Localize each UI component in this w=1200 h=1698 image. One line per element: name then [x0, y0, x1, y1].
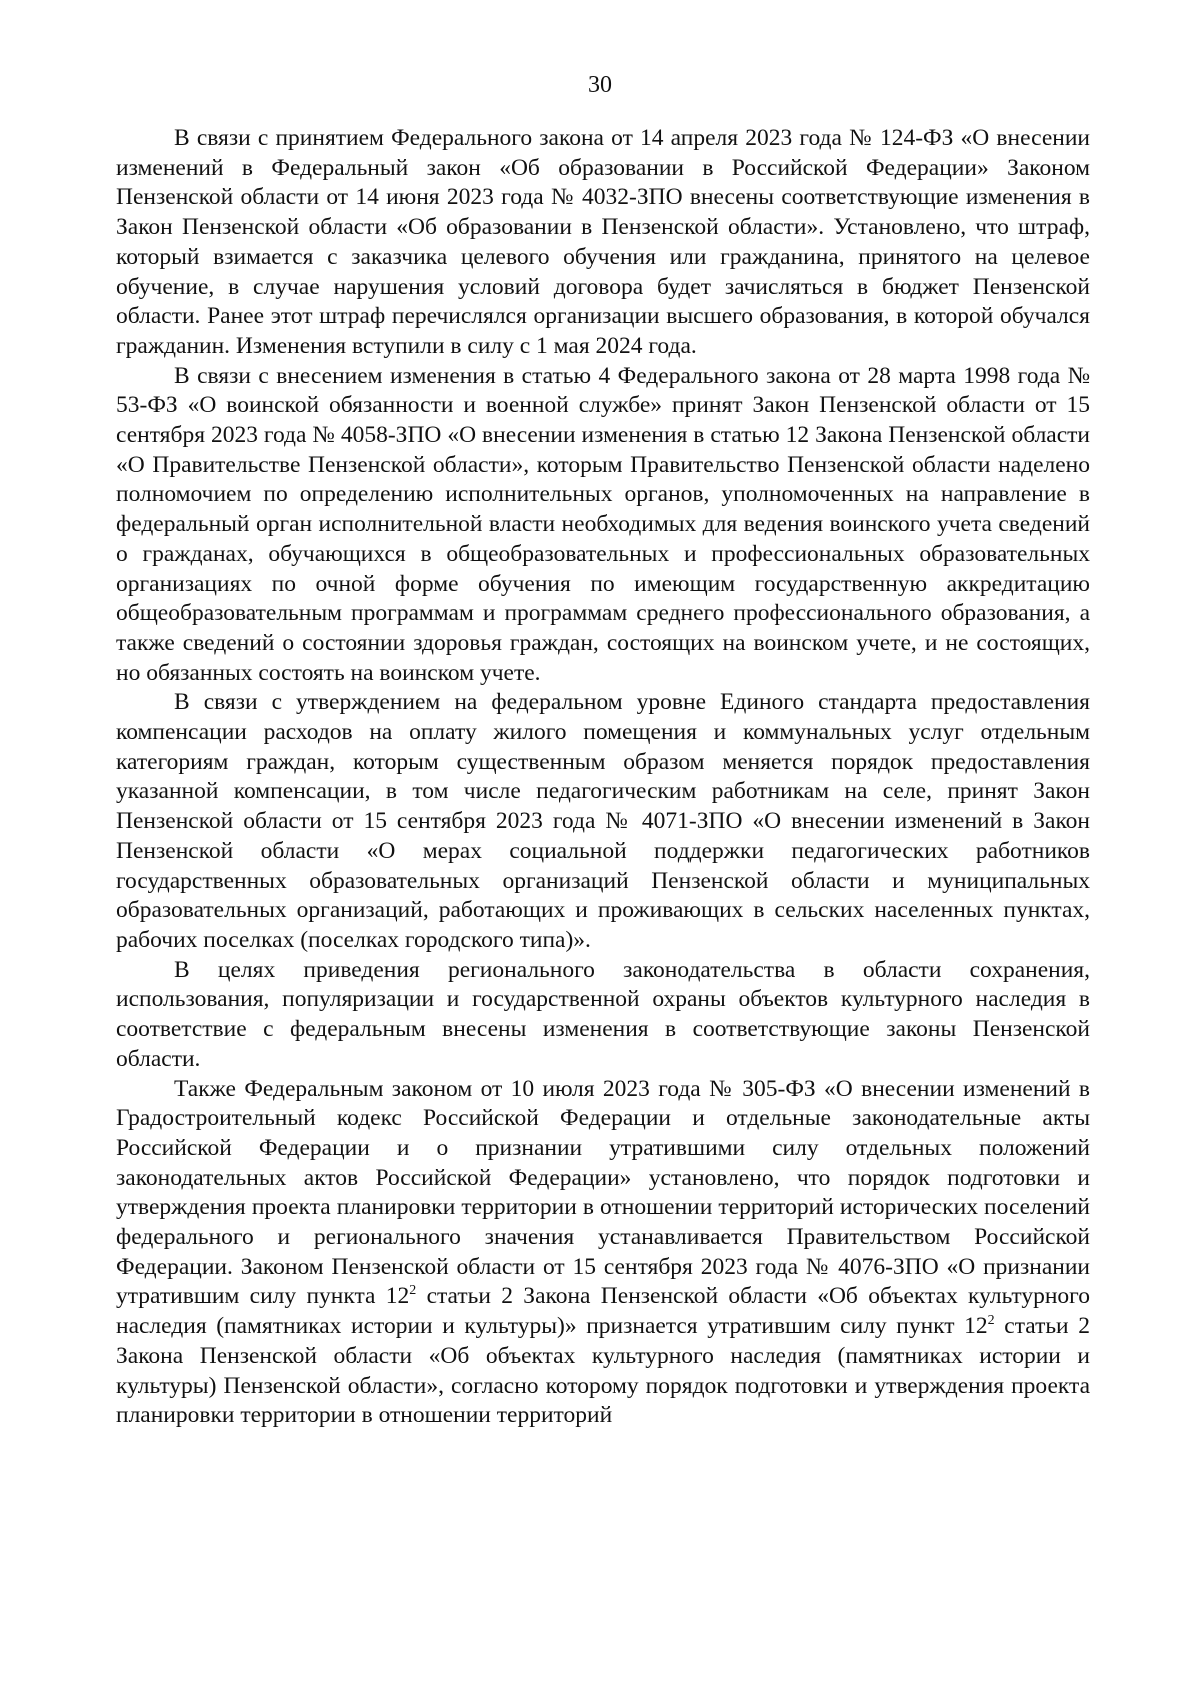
document-body [116, 124, 1090, 1431]
paragraph-military-service-law: В связи с внесением изменения в статью 4 Федерального закона от 28 марта 1998 года № 53-ФЗ «О воинской обязанности и военной службе» принят Закон Пензенской области от 15 сентября 2023 года № 4058-ЗПО «О внесении изменения в статью 12 Закона Пензенской области «О Правительстве Пензенской области», которым Правительство Пензенской области наделено полномочием по определению исполнительных органов, уполномоченных на направление в федеральный орган исполнительной власти необходимых для ведения воинского учета сведений о гражданах, обучающихся в общеобразовательных и профессиональных образовательных организациях по очной форме обучения по имеющим государственную аккредитацию общеобразовательным программам и программам среднего профессионального образования, а также сведений о состоянии здоровья граждан, состоящих на воинском учете, и не состоящих, но обязанных состоять на воинском учете. [116, 362, 1090, 686]
superscript-footnote-2: 2 [987, 1313, 995, 1329]
superscript-footnote-1: 2 [409, 1283, 417, 1299]
paragraph-urban-planning-law [116, 1075, 1090, 1431]
paragraph-education-law: В связи с принятием Федерального закона от 14 апреля 2023 года № 124-ФЗ «О внесении изменений в Федеральный закон «Об образовании в Российской Федерации» Законом Пензенской области от 14 июня 2023 года № 4032-ЗПО внесены соответствующие изменения в Закон Пензенской области «Об образовании в Пензенской области». Установлено, что штраф, который взимается с заказчика целевого обучения или гражданина, принятого на целевое обучение, в случае нарушения условий договора будет зачисляться в бюджет Пензенской области. Ранее этот штраф перечислялся организации высшего образования, в которой обучался гражданин. Изменения вступили в силу с 1 мая 2024 года. [116, 125, 1090, 359]
paragraph-urban-planning-part1: Также Федеральным законом от 10 июля 2023 года № 305-ФЗ «О внесении изменений в Градостроительный кодекс Российской Федерации и отдельные законодательные акты Российской Федерации и о признании утратившими силу отдельных положений законодательных актов Российской Федерации» установлено, что порядок подготовки и утверждения проекта планировки территории в отношении территорий исторических поселений федерального и регионального значения устанавливается Правительством Российской Федерации. Законом Пензенской области от 15 сентября 2023 года № 4076-ЗПО «О признании утратившим силу пункта 12 [116, 1075, 1090, 1310]
page-number: 30 [588, 72, 612, 98]
paragraph-urban-planning-part3: статьи 2 Закона Пензенской области «Об объектах культурного наследия (памятниках истории и культуры) Пензенской области», согласно которому порядок подготовки и утверждения проекта планировки территории в отношении территорий [116, 1313, 1090, 1429]
paragraph-cultural-heritage-law: В целях приведения регионального законодательства в области сохранения, использования, популяризации и государственной охраны объектов культурного наследия в соответствие с федеральным внесены изменения в соответствующие законы Пензенской области. [116, 956, 1090, 1072]
paragraph-urban-planning-part2: статьи 2 Закона Пензенской области «Об объектах культурного наследия (памятниках истории и культуры)» признается утратившим силу пункт 12 [116, 1283, 1090, 1340]
paragraph-social-support-law: В связи с утверждением на федеральном уровне Единого стандарта предоставления компенсации расходов на оплату жилого помещения и коммунальных услуг отдельным категориям граждан, которым существенным образом меняется порядок предоставления указанной компенсации, в том числе педагогическим работникам на селе, принят Закон Пензенской области от 15 сентября 2023 года № 4071-ЗПО «О внесении изменений в Закон Пензенской области «О мерах социальной поддержки педагогических работников государственных образовательных организаций Пензенской области и муниципальных образовательных организаций, работающих и проживающих в сельских населенных пунктах, рабочих поселках (поселках городского типа)». [116, 689, 1090, 953]
